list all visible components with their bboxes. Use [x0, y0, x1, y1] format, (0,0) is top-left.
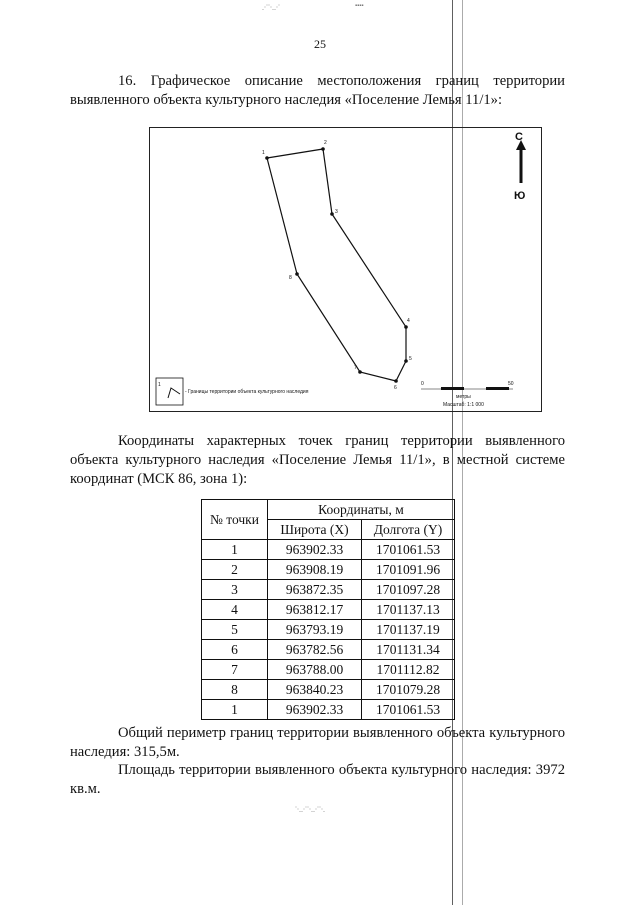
- area-paragraph: [70, 761, 565, 799]
- vertex-marker: [295, 272, 299, 276]
- cell-lat: 963902.33: [268, 700, 362, 720]
- vertex-marker: [265, 156, 269, 160]
- coords-intro: [70, 432, 565, 489]
- page-number: 25: [314, 37, 326, 51]
- table-body: [202, 540, 455, 720]
- cell-lon: 1701097.28: [362, 580, 455, 600]
- legend-label: - Границы территории объекта культурного наследия: [185, 389, 309, 395]
- cell-point: 8: [202, 680, 268, 700]
- vertex-marker: [404, 325, 408, 329]
- table-row: [202, 640, 455, 660]
- scale-caption: Масштаб: 1:1 000: [443, 402, 484, 408]
- scale-bar-segment: [486, 387, 509, 390]
- boundary-map: [149, 127, 542, 412]
- compass-north-label: С: [515, 131, 523, 143]
- table-row: [202, 560, 455, 580]
- vertex-label: 6: [394, 385, 397, 391]
- boundary-line: [267, 149, 406, 381]
- area-text: Площадь территории выявленного объекта культурного наследия: 3972 кв.м.: [70, 762, 565, 797]
- table-row: [202, 600, 455, 620]
- vertex-label: 3: [335, 209, 338, 215]
- cell-lat: 963788.00: [268, 660, 362, 680]
- compass-south-label: Ю: [514, 190, 526, 202]
- header-lon: Долгота (Y): [362, 520, 455, 540]
- table-row: [202, 700, 455, 720]
- vertex-marker: [394, 379, 398, 383]
- scale-end-label: 50: [508, 381, 514, 387]
- table-row: [202, 540, 455, 560]
- vertex-group: [262, 140, 412, 391]
- table-row: [202, 660, 455, 680]
- cell-lat: 963812.17: [268, 600, 362, 620]
- cell-lat: 963840.23: [268, 680, 362, 700]
- boundary-map-svg: [150, 128, 543, 413]
- cell-lon: 1701137.19: [362, 620, 455, 640]
- cell-point: 7: [202, 660, 268, 680]
- cell-lon: 1701061.53: [362, 700, 455, 720]
- cell-lon: 1701131.34: [362, 640, 455, 660]
- cell-lat: 963872.35: [268, 580, 362, 600]
- perimeter-paragraph: [70, 724, 565, 762]
- scan-speck: ▪▪▪▪: [355, 3, 364, 9]
- cell-lon: 1701061.53: [362, 540, 455, 560]
- vertex-marker: [321, 147, 325, 151]
- perimeter-text: Общий периметр границ территории выявленного объекта культурного наследия: 315,5м.: [70, 725, 565, 760]
- table-row: [202, 580, 455, 600]
- scale-start-label: 0: [421, 381, 424, 387]
- header-coords: Координаты, м: [268, 500, 455, 520]
- cell-point: 2: [202, 560, 268, 580]
- scan-speck: ⋰⋱⋰: [262, 5, 280, 11]
- section-heading-text: 16. Графическое описание местоположения границ территории выявленного объекта культурного наследия «Поселение Лемья 11/1»:: [70, 73, 565, 108]
- vertex-label: 2: [324, 140, 327, 146]
- table-row: [202, 620, 455, 640]
- scale-units-label: метры: [456, 394, 471, 400]
- cell-lat: 963782.56: [268, 640, 362, 660]
- cell-point: 3: [202, 580, 268, 600]
- vertex-label: 4: [407, 318, 410, 324]
- cell-point: 1: [202, 540, 268, 560]
- scale-bar-segment: [441, 387, 464, 390]
- coordinates-table: [201, 499, 455, 720]
- cell-lon: 1701137.13: [362, 600, 455, 620]
- vertex-label: 7: [354, 365, 357, 371]
- vertex-label: 8: [289, 275, 292, 281]
- cell-lat: 963902.33: [268, 540, 362, 560]
- vertex-marker: [404, 359, 408, 363]
- cell-lon: 1701112.82: [362, 660, 455, 680]
- cell-lon: 1701079.28: [362, 680, 455, 700]
- cell-point: 1: [202, 700, 268, 720]
- vertex-label: 5: [409, 356, 412, 362]
- cell-point: 6: [202, 640, 268, 660]
- legend-line-sample: [168, 388, 180, 398]
- cell-point: 5: [202, 620, 268, 640]
- header-point: № точки: [202, 500, 268, 540]
- table-row: [202, 680, 455, 700]
- vertex-label: 1: [262, 150, 265, 156]
- vertex-marker: [358, 370, 362, 374]
- vertex-marker: [330, 212, 334, 216]
- scan-speck: ⋱⋰⋱⋰⋱: [295, 807, 325, 813]
- table-header-row: [202, 500, 455, 520]
- cell-lat: 963908.19: [268, 560, 362, 580]
- cell-point: 4: [202, 600, 268, 620]
- cell-lat: 963793.19: [268, 620, 362, 640]
- cell-lon: 1701091.96: [362, 560, 455, 580]
- header-lat: Широта (X): [268, 520, 362, 540]
- legend-number: 1: [158, 382, 161, 388]
- section-heading: [70, 72, 565, 110]
- coords-intro-text: Координаты характерных точек границ территории выявленного объекта культурного наследия «Поселение Лемья 11/1», в местной системе координат (МСК 86, зона 1):: [70, 433, 565, 487]
